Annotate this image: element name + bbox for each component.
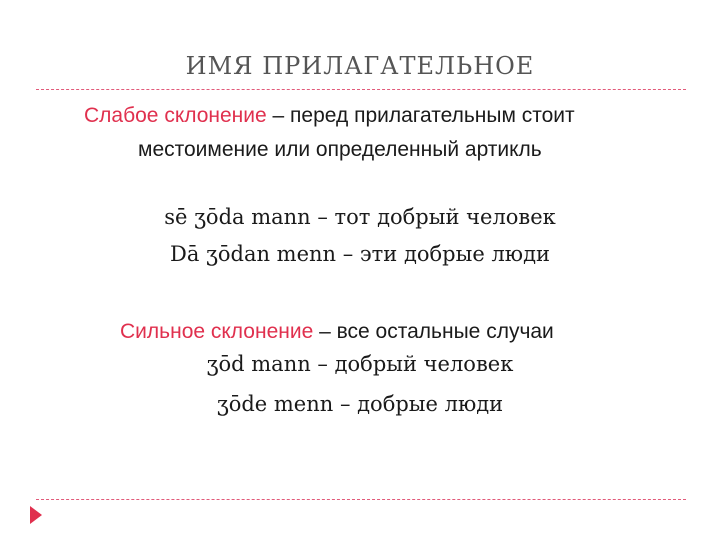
triangle-right-icon: [30, 506, 42, 524]
weak-example-1: sē ʒōda mann – тот добрый человек: [164, 205, 556, 229]
top-divider: [36, 89, 686, 90]
strong-example-2: ʒōde menn – добрые люди: [216, 392, 504, 416]
strong-declension-term: Сильное склонение: [120, 320, 314, 343]
weak-example-2: Dā ʒōdan menn – эти добрые люди: [169, 242, 550, 266]
weak-declension-term: Слабое склонение: [84, 104, 267, 127]
strong-declension-line: [120, 320, 554, 344]
strong-example-1: ʒōd mann – добрый человек: [206, 352, 514, 376]
weak-declension-description-continued: местоимение или определенный артикль: [138, 138, 542, 161]
slide-title: ИМЯ ПРИЛАГАТЕЛЬНОЕ: [185, 52, 535, 80]
strong-declension-description: – все остальные случаи: [313, 320, 554, 343]
weak-declension-line: [84, 104, 575, 128]
weak-declension-description: – перед прилагательным стоит: [266, 104, 575, 127]
bottom-divider: [36, 499, 686, 500]
